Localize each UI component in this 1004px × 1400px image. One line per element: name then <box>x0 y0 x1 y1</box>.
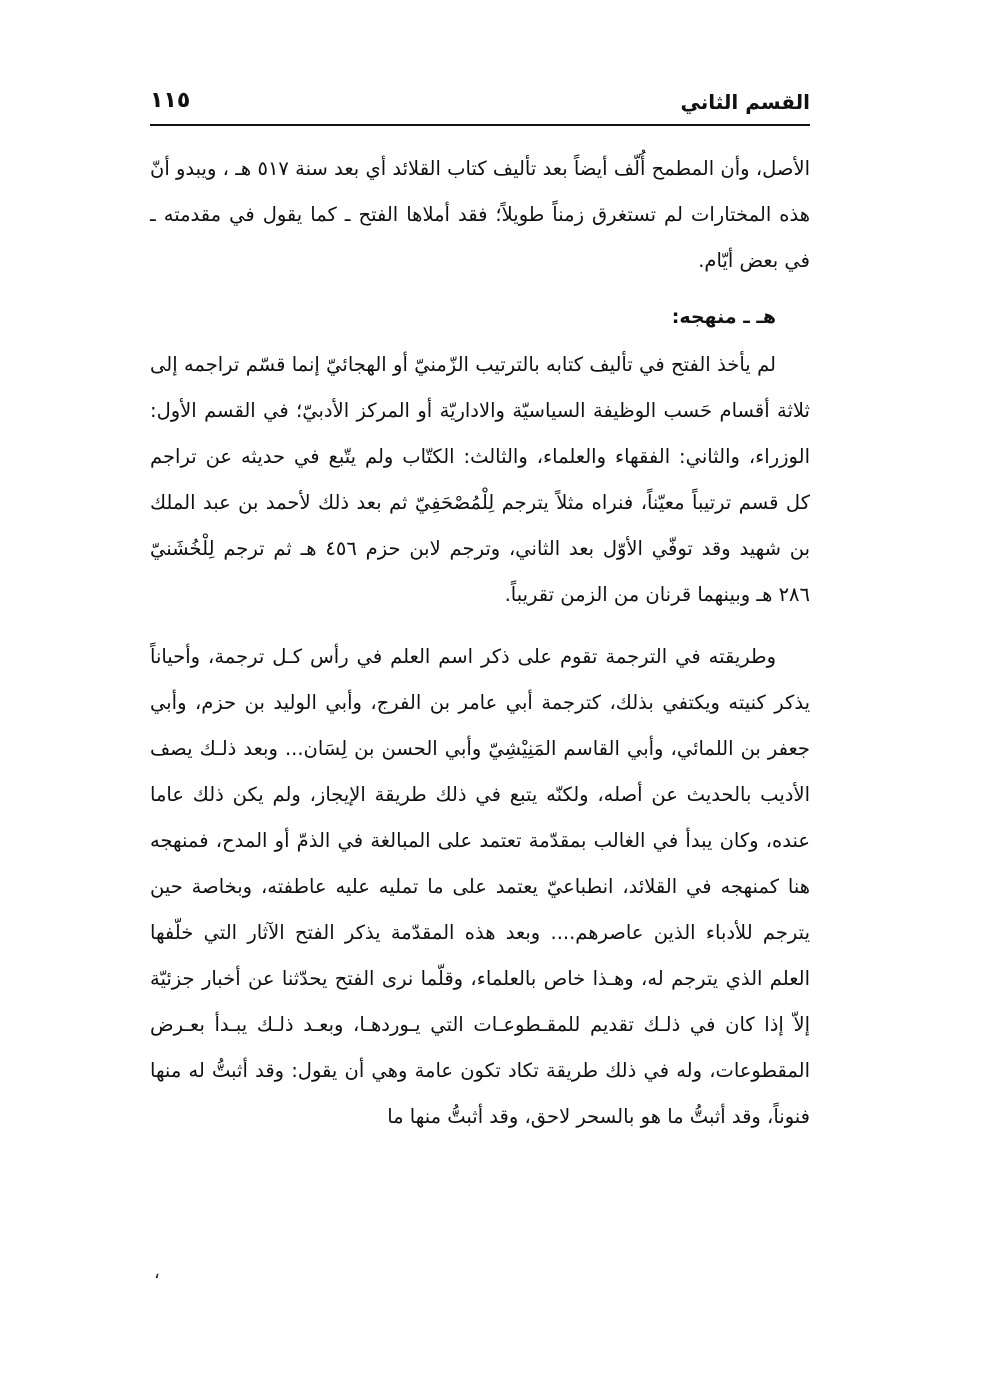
trailing-mark: ، <box>154 1262 160 1283</box>
paragraph-3: وطريقته في الترجمة تقوم على ذكر اسم العلم في رأس كـل ترجمة، وأحياناً يذكر كنيته ويكتفي بذلك، كترجمة أبي عامر بن الفرج، وأبي الوليد بن حزم، وأبي جعفر بن اللمائي، وأبي القاسم المَنِيْشِيّ وأبي الحسن بن لِسَان... وبعد ذلـك يصف الأديب بالحديث عن أصله، ولكنّه يتبع في ذلك طريقة الإيجاز، ولم يكن ذلك عاما عنده، وكان يبدأ في الغالب بمقدّمة تعتمد على المبالغة في الذمّ أو المدح، فمنهجه هنا كمنهجه في القلائد، انطباعيّ يعتمد على ما تمليه عليه عاطفته، وبخاصة حين يترجم للأدباء الذين عاصرهم.... وبعد هذه المقدّمة يذكر الفتح الآثار التي خلّفها العلم الذي يترجم له، وهـذا خاص بالعلماء، وقلّما نرى الفتح يحدّثنا عن أخبار جزئيّة إلاّ إذا كان في ذلـك تقديم للمقـطوعـات التي يـوردهـا، وبعـد ذلـك يبـدأ بعـرض المقطوعات، وله في ذلك طريقة تكاد تكون عامة وهي أن يقول: وقد أثبتُّ له منها فنوناً، وقد أثبتُّ ما هو بالسحر لاحق، وقد أثبتُّ منها ما <box>150 645 810 1128</box>
body-text <box>150 146 810 1140</box>
running-header <box>150 84 810 124</box>
paragraph-1: الأصل، وأن المطمح أُلّف أيضاً بعد تأليف كتاب القلائد أي بعد سنة ٥١٧ هـ ، ويبدو أنّ هذه المختارات لم تستغرق زمناً طويلاً؛ فقد أملاها الفتح ـ كما يقول في مقدمته ـ في بعض أيّام. <box>150 157 811 272</box>
paragraph-2: لم يأخذ الفتح في تأليف كتابه بالترتيب الزّمنيّ أو الهجائيّ إنما قسّم تراجمه إلى ثلاثة أقسام حَسب الوظيفة السياسيّة والاداريّة أو المركز الأدبيّ؛ في القسم الأول: الوزراء، والثاني: الفقهاء والعلماء، والثالث: الكتّاب ولم يتّبع في حديثه عن تراجم كل قسم ترتيباً معيّناً، فنراه مثلاً يترجم لِلْمُصْحَفِيّ ثم بعد ذلك لأحمد بن عبد الملك بن شهيد وقد توفّي الأوّل بعد الثاني، وترجم لابن حزم ٤٥٦ هـ ثم ترجم لِلْخُشَنيّ ٢٨٦ هـ وبينهما قرنان من الزمن تقريباً. <box>150 353 810 606</box>
page-number: ١١٥ <box>150 88 191 113</box>
header-rule <box>150 124 810 126</box>
section-title: القسم الثاني <box>680 90 810 114</box>
section-heading: هـ ـ منهجه: <box>671 306 776 328</box>
